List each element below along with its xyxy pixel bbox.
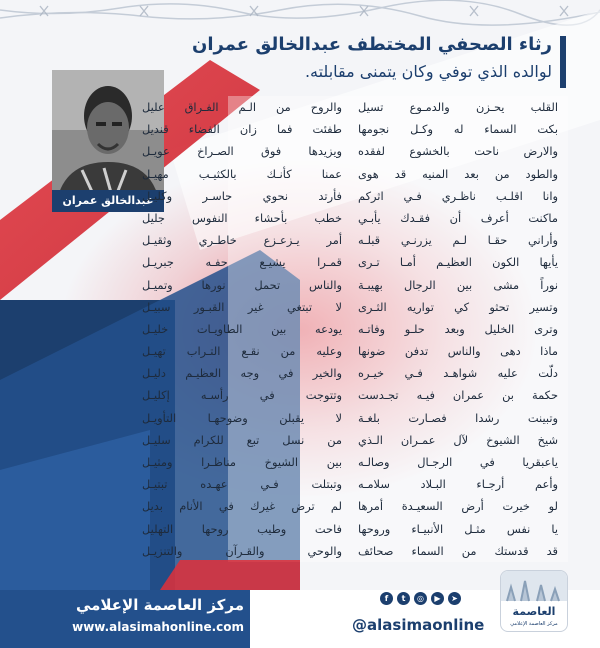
- poem-line: وعليه من نقـع التـراب تهيـل: [142, 344, 342, 359]
- poem-right-column: [358, 96, 558, 562]
- poem-line: وتتوجت في رأسـه إكليـل: [142, 388, 342, 403]
- poem-line: لم ترض غيرك في الأنام بديل: [142, 499, 342, 514]
- poem-line: يأيها الكون العظيـم أمـا تـرى: [358, 255, 558, 270]
- poem-line: ماذا دهى والناس تدفن ضونها: [358, 344, 558, 359]
- logo-subtext: مركز العاصمة الإعلامي: [510, 621, 558, 627]
- poem-line: وتبينت رشدا فصـارت بلغـة: [358, 410, 558, 425]
- logo-text: العاصمة: [512, 605, 556, 618]
- poem-line: طفئت فما زان الفضاء قنديل: [142, 122, 342, 137]
- poem-line: والخير في وجه العظيـم دليـل: [142, 366, 342, 381]
- poem-line: لا تبتغي غير القبـور سبيـل: [142, 299, 342, 314]
- poem-line: وأعم أرجـاء البـلاد سلامـه: [358, 477, 558, 492]
- poem-line: خطب بأحشاء النفوس جليل: [142, 210, 342, 225]
- poem-line: حكمة بن عمران فيـه تجـدست: [358, 388, 558, 403]
- poem-line: قد قدستك من السماء صحائف: [358, 543, 558, 558]
- twitter-icon[interactable]: t: [397, 592, 410, 605]
- instagram-icon[interactable]: ◎: [414, 592, 427, 605]
- poem-line: وتسير تحثو كي تواريه الثـرى: [358, 299, 558, 314]
- youtube-icon[interactable]: ▶: [431, 592, 444, 605]
- facebook-icon[interactable]: f: [380, 592, 393, 605]
- poem-line: من نسل تبع للكرام سليـل: [142, 432, 342, 447]
- social-icons: [380, 592, 461, 605]
- poem-line: شيخ الشيوخ لآل عمـران الـذي: [358, 432, 558, 447]
- website-link[interactable]: www.alasimahonline.com: [72, 620, 244, 634]
- poem-line: أمر يـزعـزع خاطـري وثقيـل: [142, 233, 342, 248]
- poem-line: ماكنت أعرف أن فقـدك يأبـي: [358, 210, 558, 225]
- poem-line: وترى الخليل وبعد حلـو وفاتـه: [358, 321, 558, 336]
- poem-line: دلّت عليه شواهـد فـي خيـره: [358, 366, 558, 381]
- photo-caption: عبدالخالق عمران: [52, 190, 164, 212]
- poem-line: والارض ناحت بالخشوع لفقده: [358, 144, 558, 159]
- poem-line: بين الشيوخ مناظـرا ومثيـل: [142, 455, 342, 469]
- brand-logo: [500, 570, 568, 632]
- poem-line: يا نفس مثـل الأنبيـاء وروحها: [358, 521, 558, 536]
- poem-left-column: [142, 96, 342, 562]
- poem-line: فأرتد نحوي حاسـر وكليـل: [142, 188, 342, 203]
- poem-line: والوحي والقـرآن والتنزيـل: [142, 543, 342, 558]
- poem-line: وانا اقلـب ناظـري فـي اثركم: [358, 188, 558, 203]
- poem-line: ياعبقريا في الرجـال وصالـه: [358, 455, 558, 469]
- poem-line: فاحت وطيب روحها التهليل: [142, 521, 342, 536]
- telegram-icon[interactable]: ➤: [448, 592, 461, 605]
- poem-line: نوراً مشى بين الرجال بهيبـة: [358, 277, 558, 292]
- poem-line: عمنا كأنـك بالكثيـب مهيـل: [142, 166, 342, 181]
- article-title: رثاء الصحفي المختطف عبدالخالق عمران: [191, 34, 552, 55]
- poem-line: القلب يحـزن والدمـوع تسيل: [358, 100, 558, 114]
- article-subtitle: لوالده الذي توفي وكان يتمنى مقابلته.: [304, 62, 552, 81]
- poem-line: يودعه بين الطاويـات خليـل: [142, 321, 342, 336]
- poem-line: بكت السماء له وكـل نجومها: [358, 122, 558, 137]
- brand-name: مركز العاصمة الإعلامي: [75, 596, 244, 614]
- poem-line: لا يقبلن وضوحهـا التأويـل: [142, 410, 342, 425]
- poem-line: لو خيرت أرض السعيـدة أمرها: [358, 499, 558, 514]
- title-accent-bar: [560, 36, 566, 88]
- poem-line: وتبتلت فـي عهـده تبتيـل: [142, 477, 342, 492]
- poem-line: ويزيدها فوق الصـراخ عويـل: [142, 144, 342, 159]
- poem-line: والروح من الـم الفـراق عليل: [142, 100, 342, 114]
- poem-line: وأراني حقـا لـم يزرنـي قبلـه: [358, 233, 558, 248]
- logo-illustration: [501, 571, 567, 631]
- poem-line: قمـرا يشيـع حفـه جبريـل: [142, 255, 342, 270]
- poem-line: والطود من بعد المنيه قد هوى: [358, 166, 558, 181]
- poem-line: والناس تحمل نورها وتميـل: [142, 277, 342, 292]
- social-handle[interactable]: @alasimaonline: [352, 616, 485, 634]
